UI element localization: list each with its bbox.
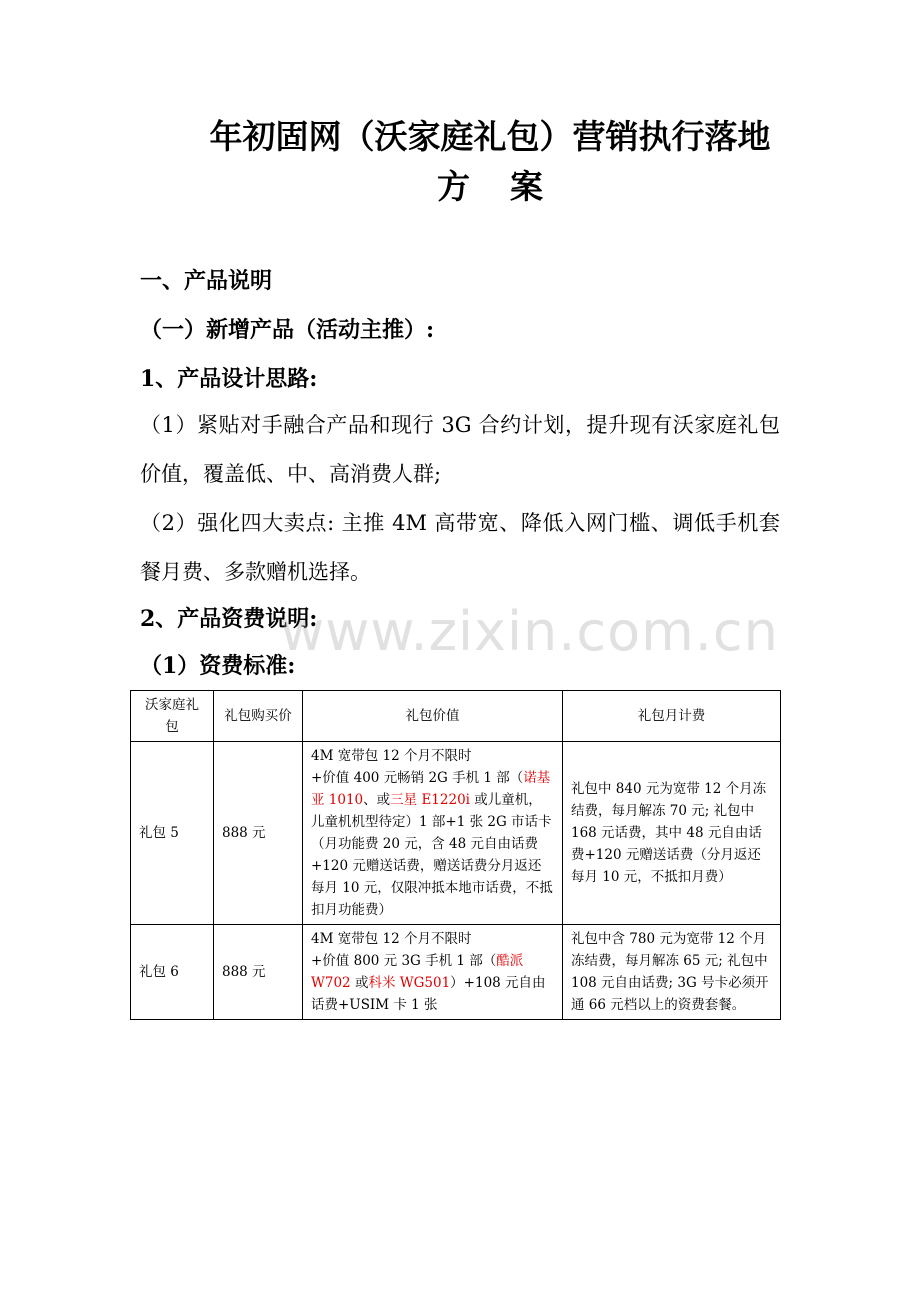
row2-price: 888 元 <box>214 925 303 1020</box>
row1-package: 礼包 5 <box>131 742 214 925</box>
header-package: 沃家庭礼包 <box>131 691 214 742</box>
row1-value <box>303 742 563 925</box>
row2-value-d: ）+108 元自由话费+USIM 卡 1 张 <box>311 975 546 1013</box>
header-price: 礼包购买价 <box>214 691 303 742</box>
heading-tariff-standard: （1）资费标准: <box>140 653 296 679</box>
row2-value-c: 或 <box>350 975 369 991</box>
row2-phone-1: 酷派 W702 <box>311 953 524 991</box>
row1-monthly: 礼包中 840 元为宽带 12 个月冻结费，每月解冻 70 元; 礼包中 168 元话费，其中 48 元自由话费+120 元赠送话费（分月返还每月 10 元，不抵扣月费） <box>563 742 781 925</box>
paragraph-design-2: （2）强化四大卖点: 主推 4M 高带宽、降低入网门槛、调低手机套餐月费、多款赠机选择。 <box>140 511 780 584</box>
row1-value-c: 、或 <box>363 792 391 808</box>
header-monthly: 礼包月计费 <box>563 691 781 742</box>
row2-monthly: 礼包中含 780 元为宽带 12 个月冻结费，每月解冻 65 元; 礼包中 108 元自由话费; 3G 号卡必须开通 66 元档以上的资费套餐。 <box>563 925 781 1020</box>
row1-value-a: 4M 宽带包 12 个月不限时 <box>311 748 472 764</box>
title-line-1: 年初固网（沃家庭礼包）营销执行落地 <box>209 117 771 156</box>
row2-package: 礼包 6 <box>131 925 214 1020</box>
title-line-2: 方案 <box>437 167 583 206</box>
heading-design-idea: 1、产品设计思路: <box>140 366 318 392</box>
row1-value-b: +价值 400 元畅销 2G 手机 1 部（ <box>311 770 524 786</box>
table-row <box>131 925 781 1020</box>
section-heading-product: 一、产品说明 <box>140 268 273 294</box>
row1-phone-1: 诺基亚 1010 <box>311 770 551 808</box>
header-value: 礼包价值 <box>303 691 563 742</box>
table-row <box>131 742 781 925</box>
row2-value-a: 4M 宽带包 12 个月不限时 <box>311 931 472 947</box>
row2-value-b: +价值 800 元 3G 手机 1 部（ <box>311 953 497 969</box>
subsection-heading-new-product: （一）新增产品（活动主推）: <box>140 317 435 343</box>
row1-value-d: 或儿童机，儿童机机型待定）1 部+1 张 2G 市话卡（月功能费 20 元，含 48 元自由话费+120 元赠送话费，赠送话费分月返还每月 10 元，仅限冲抵本地市话费，不抵扣月功能费） <box>311 792 553 918</box>
heading-tariff: 2、产品资费说明: <box>140 606 318 632</box>
tariff-table <box>130 690 781 1020</box>
table-header-row <box>131 691 781 742</box>
paragraph-design-1: （1）紧贴对手融合产品和现行 3G 合约计划，提升现有沃家庭礼包价值，覆盖低、中、高消费人群; <box>140 413 780 486</box>
row2-phone-2: 科米 WG501 <box>368 975 451 991</box>
row1-phone-2: 三星 E1220i <box>390 792 470 808</box>
row1-price: 888 元 <box>214 742 303 925</box>
watermark: www.zixin.com.cn <box>280 600 779 663</box>
row2-value <box>303 925 563 1020</box>
document-title <box>140 112 840 212</box>
